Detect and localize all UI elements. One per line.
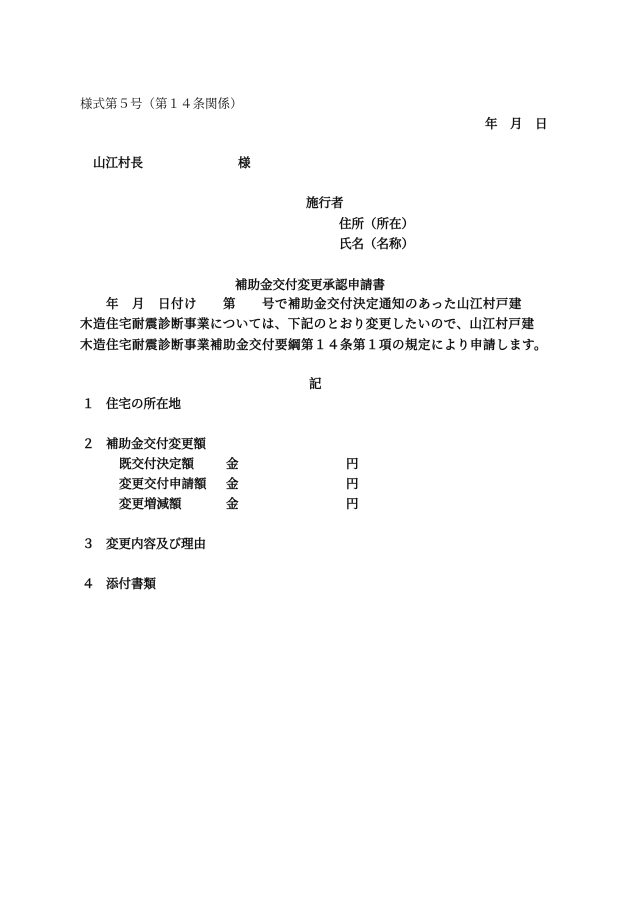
item-4-number: ４ <box>82 576 95 591</box>
amount-row-prefix: 金 <box>226 496 239 511</box>
amount-row-prefix: 金 <box>226 456 239 471</box>
document-title: 補助金交付変更承認申請書 <box>235 277 386 292</box>
ki-heading: 記 <box>309 376 322 391</box>
item-3-number: ３ <box>82 536 95 551</box>
date-line: 年 月 日 <box>485 116 548 131</box>
item-1-label: 住宅の所在地 <box>106 396 182 411</box>
item-2-label: 補助金交付変更額 <box>106 436 207 451</box>
addressee-honorific: 様 <box>238 155 251 170</box>
amount-row-label: 変更増減額 <box>119 496 182 511</box>
amount-row-suffix: 円 <box>346 476 359 491</box>
addressee-name: 山江村長 <box>93 155 144 170</box>
amount-row-label: 変更交付申請額 <box>119 476 207 491</box>
amount-row-label: 既交付決定額 <box>119 456 195 471</box>
applicant-name-label: 氏名（名称） <box>339 236 415 251</box>
item-4-label: 添付書類 <box>106 576 157 591</box>
form-number: 様式第５号（第１４条関係） <box>80 96 243 111</box>
amount-row-suffix: 円 <box>346 496 359 511</box>
amount-row-prefix: 金 <box>226 476 239 491</box>
body-line-2: 木造住宅耐震診断事業については、下記のとおり変更したいので、山江村戸建 <box>80 316 535 331</box>
applicant-address-label: 住所（所在） <box>339 216 415 231</box>
item-1-number: １ <box>82 396 95 411</box>
body-line-3: 木造住宅耐震診断事業補助金交付要綱第１４条第１項の規定により申請します。 <box>80 337 548 352</box>
item-3-label: 変更内容及び理由 <box>106 536 207 551</box>
body-line-1: 年 月 日付け 第 号で補助金交付決定通知のあった山江村戸建 <box>80 296 522 311</box>
amount-row-suffix: 円 <box>346 456 359 471</box>
item-2-number: ２ <box>82 436 95 451</box>
applicant-title: 施行者 <box>306 195 344 210</box>
